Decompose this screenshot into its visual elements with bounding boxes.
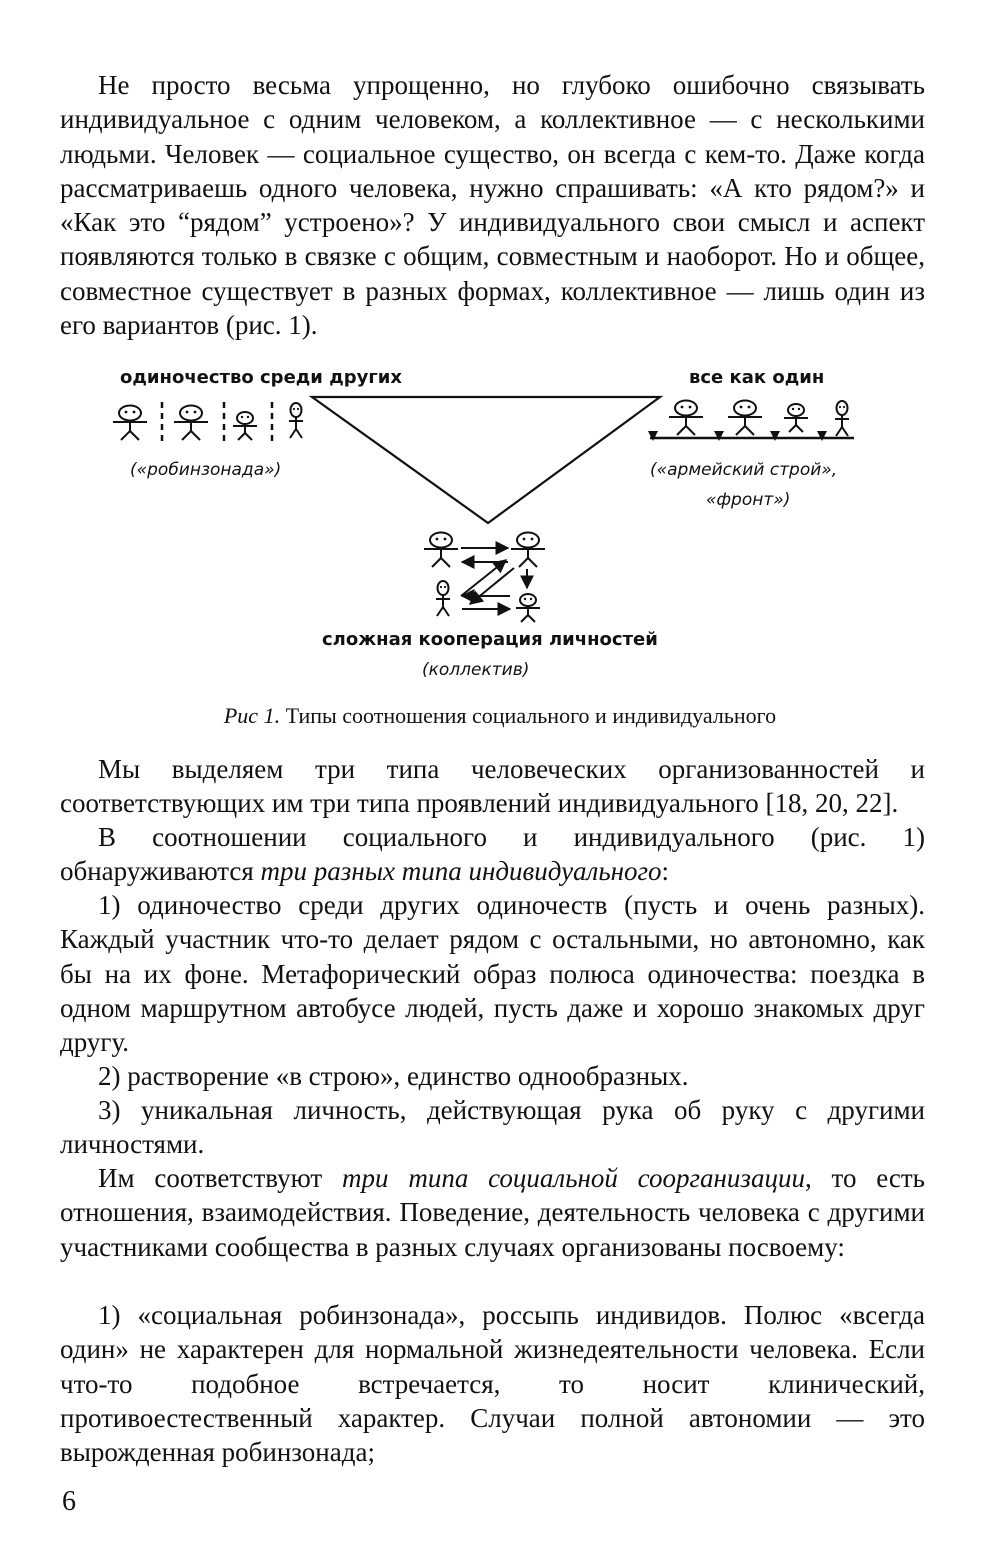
formation-figures xyxy=(648,401,854,442)
cooperation-label: сложная кооперация личностей xyxy=(322,629,658,650)
paragraph-coorganization-rest: , то есть отношения, взаимодействия. Поведение, деятельность человека с другими участниками сообщества в разных случаях организованы посвоему: xyxy=(60,1163,925,1262)
paragraph-types: Мы выделяем три типа человеческих организованностей и соответствующих им три типа проявлений индивидуального [18, 20, 22]. xyxy=(60,754,925,819)
intro-paragraph: Не просто весьма упрощенно, но глубоко ошибочно связывать индивидуальное с одним человеком, а коллективное — с несколькими людьми. Человек — социальное существо, он всегда с кем-то. Даже когда рассматриваешь одного человека, нужно спрашивать: «А кто рядом?» и «Как это “рядом” устроено»? У индивидуального свои смысл и аспект появляются только в связке с общим, совместным и наоборот. Но и общее, совместное существует в разных формах, коллективное — лишь один из его вариантов (рис. 1). xyxy=(60,70,925,341)
paragraph-coorganization-emphasis: три типа социальной соорганизации xyxy=(342,1163,805,1193)
list-item-loneliness: 1) одиночество среди других одиночеств (пусть и очень разных). Каждый участник что-то делает рядом с остальными, но автономно, как бы на их фоне. Метафорический образ полюса одиночества: поездка в одном маршрутном автобусе людей, пусть даже и хорошо знакомых друг другу. xyxy=(60,890,925,1058)
formation-sublabel-2: «фронт») xyxy=(706,490,791,510)
paragraph-relation-end: : xyxy=(661,856,670,887)
figure-diagram xyxy=(0,0,1000,720)
paragraph-relation-emphasis: три разных типа индивидуального xyxy=(260,856,662,887)
formation-label: все как один xyxy=(689,367,825,388)
loners-sublabel: («робинзонада») xyxy=(130,460,282,480)
paragraph-coorganization xyxy=(60,1161,925,1264)
list-item-dissolution: 2) растворение «в строю», единство однообразных. xyxy=(98,1061,689,1091)
paragraph-relation-text: В соотношении социального и индивидуального (рис. 1) обнаруживаются xyxy=(60,822,925,887)
caption-prefix: Рис 1. xyxy=(223,703,281,728)
paragraph-coorganization-text: Им соответствуют xyxy=(98,1163,343,1193)
paragraph-relation xyxy=(60,820,925,889)
formation-sublabel-1: («армейский строй», xyxy=(650,460,838,480)
caption-text: Типы соотношения социального и индивидуального xyxy=(285,703,777,728)
list-item-unique-personality: 3) уникальная личность, действующая рука об руку с другими личностями. xyxy=(60,1095,925,1160)
page-number: 6 xyxy=(62,1486,76,1517)
cooperation-figures xyxy=(424,533,545,623)
figure-caption xyxy=(0,703,1000,729)
list-item-robinsonade: 1) «социальная робинзонада», россыпь индивидов. Полюс «всегда один» не характерен для нормальной жизнедеятельности человека. Если что-то подобное встречается, то носит клинический, противоестественный характер. Случаи полной автономии — это вырожденная робинзонада; xyxy=(60,1300,925,1468)
loners-figures xyxy=(113,402,303,444)
loners-label: одиночество среди других xyxy=(120,367,402,388)
relation-triangle xyxy=(312,397,660,523)
cooperation-sublabel: (коллектив) xyxy=(422,660,530,680)
